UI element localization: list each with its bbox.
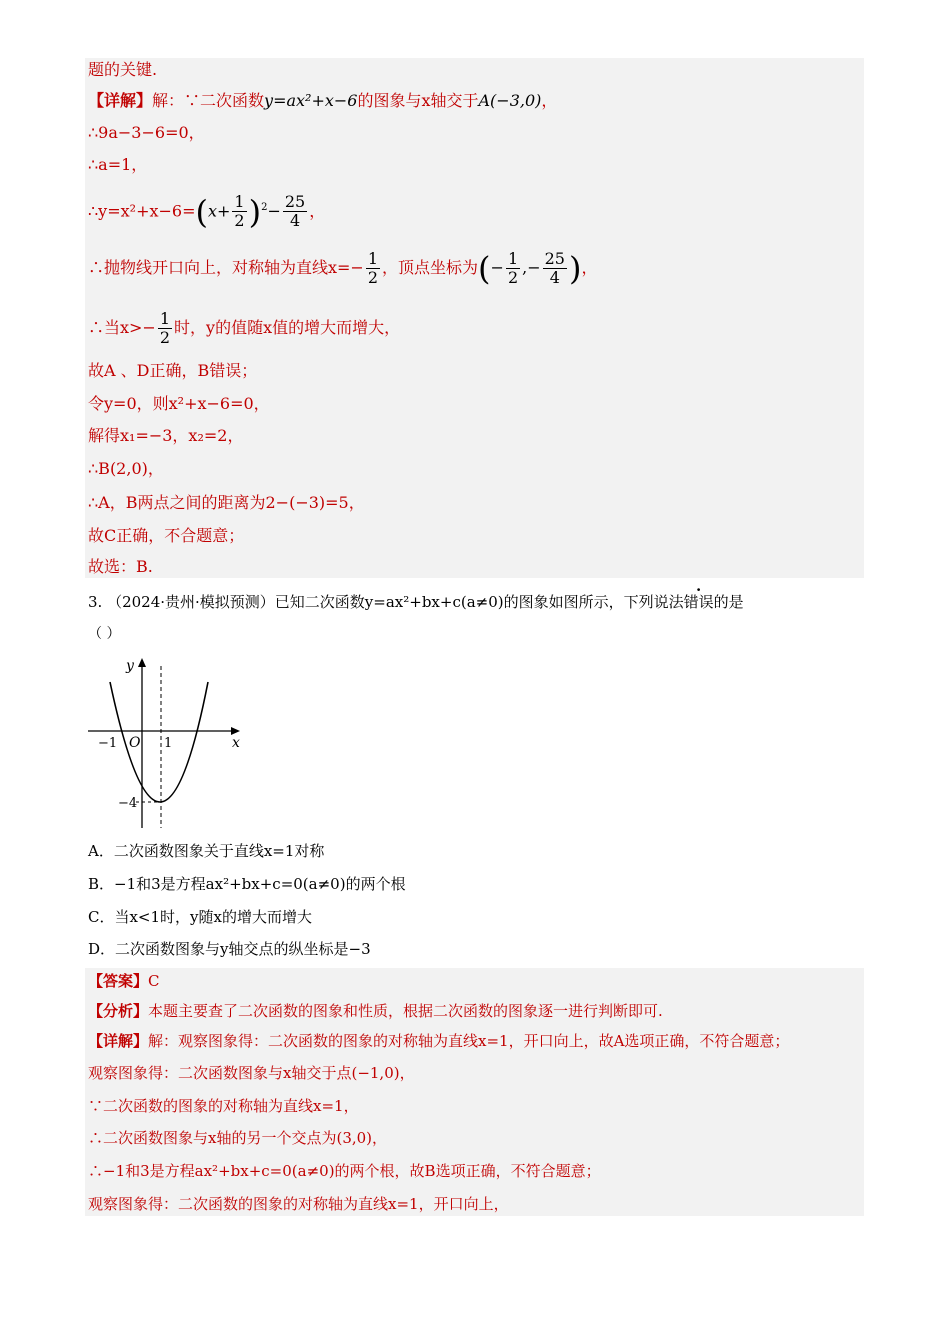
solution-line: ∴A，B两点之间的距离为2−(−3)=5， bbox=[88, 493, 365, 512]
question-text-end: 的是 bbox=[713, 593, 744, 611]
increase-suffix: 时，y的值随x值的增大而增大， bbox=[174, 318, 401, 337]
solution-line: 故A 、D正确，B错误； bbox=[88, 361, 258, 380]
solution-detail-line bbox=[88, 90, 557, 112]
axis-prefix: ∴抛物线开口向上，对称轴为直线x=− bbox=[88, 258, 364, 277]
option-a: A．二次函数图象关于直线x=1对称 bbox=[88, 842, 325, 860]
detail-line bbox=[88, 1030, 789, 1052]
emphasis-text: 错误 bbox=[683, 593, 714, 611]
question-text: 3. （2024·贵州·模拟预测）已知二次函数y=ax²+bx+c(a≠0)的图象如图所示，下列说法 bbox=[88, 593, 684, 611]
fraction-25-4: $\frac{25}{4}$ bbox=[544, 249, 565, 287]
fraction-half: $\frac{1}{2}$ bbox=[367, 249, 379, 287]
detail-line: 观察图象得：二次函数的图象的对称轴为直线x=1，开口向上， bbox=[88, 1195, 509, 1213]
question-stem bbox=[88, 591, 744, 613]
equation: y=ax²+x−6 bbox=[264, 91, 358, 110]
solution-line: 令y=0，则x²+x−6=0， bbox=[88, 394, 270, 413]
answer-value: C bbox=[148, 972, 160, 990]
fraction-half: $\frac{1}{2}$ bbox=[159, 309, 171, 347]
x-axis-arrow bbox=[231, 727, 240, 735]
answer-tag: 【答案】 bbox=[88, 972, 149, 990]
tick-neg-four: −4 bbox=[118, 796, 138, 811]
solution-line-increase bbox=[88, 306, 400, 350]
option-b: B．−1和3是方程ax²+bx+c=0(a≠0)的两个根 bbox=[88, 875, 406, 893]
answer-blank: （ ） bbox=[88, 626, 121, 642]
solution-line: 解得x₁=−3，x₂=2， bbox=[88, 426, 244, 445]
detail-line: ∴−1和3是方程ax²+bx+c=0(a≠0)的两个根，故B选项正确，不符合题意； bbox=[88, 1162, 601, 1180]
detail-mid: 的图象与x轴交于 bbox=[357, 91, 479, 110]
solution-line-completed-square: ∴y=x²+x−6=(x+ $\frac{1}{2}$ )$^2$− $\frac{25}{4}$ ， bbox=[88, 192, 326, 231]
analysis-text: 本题主要查了二次函数的图象和性质，根据二次函数的图象逐一进行判断即可. bbox=[148, 1002, 663, 1020]
solution-line: 故C正确，不合题意； bbox=[88, 526, 245, 545]
vertex-label: ，顶点坐标为 bbox=[382, 258, 479, 277]
detail-line: 观察图象得：二次函数图象与x轴交于点(−1,0)， bbox=[88, 1064, 415, 1082]
y-axis-arrow bbox=[138, 658, 146, 667]
detail-line: ∴二次函数图象与x轴的另一个交点为(3,0)， bbox=[88, 1129, 388, 1147]
x-var: x+ bbox=[207, 201, 231, 221]
fraction-half: $\frac{1}{2}$ bbox=[234, 192, 245, 231]
solution-line: ∴a=1， bbox=[88, 155, 148, 174]
x-axis-label: x bbox=[232, 735, 240, 751]
tick-neg-one: −1 bbox=[98, 736, 118, 751]
left-paren: ( bbox=[195, 192, 208, 231]
answer-line bbox=[88, 970, 160, 992]
tick-one: 1 bbox=[164, 736, 173, 751]
point-a: A(−3,0) bbox=[478, 91, 542, 110]
detail-tag: 【详解】 bbox=[88, 91, 153, 110]
solution-line: 故选：B. bbox=[88, 557, 153, 576]
detail-end: ， bbox=[541, 91, 558, 110]
origin-label: O bbox=[129, 735, 141, 751]
increase-prefix: ∴当x>− bbox=[88, 318, 156, 337]
solution-text: 题的关键. bbox=[88, 60, 158, 79]
fraction-25-4: $\frac{25}{4}$ bbox=[284, 192, 306, 231]
detail-text: 解：观察图象得：二次函数的图象的对称轴为直线x=1，开口向上，故A选项正确，不符合题意； bbox=[148, 1032, 790, 1050]
parabola-graph bbox=[88, 652, 248, 832]
option-c: C．当x<1时，y随x的增大而增大 bbox=[88, 908, 312, 926]
fraction-half: $\frac{1}{2}$ bbox=[507, 249, 519, 287]
solution-line: ∴B(2,0)， bbox=[88, 459, 164, 478]
detail-line: ∵二次函数的图象的对称轴为直线x=1， bbox=[88, 1097, 359, 1115]
detail-intro: 解：∵二次函数 bbox=[152, 91, 265, 110]
option-d: D．二次函数图象与y轴交点的纵坐标是−3 bbox=[88, 940, 371, 958]
right-paren: ) bbox=[248, 192, 262, 231]
y-axis-label: y bbox=[126, 658, 134, 674]
solution-line: ∴9a−3−6=0， bbox=[88, 123, 205, 142]
detail-tag: 【详解】 bbox=[88, 1032, 149, 1050]
solution-line-axis: ∴抛物线开口向上，对称轴为直线x=− $\frac{1}{2}$ ，顶点坐标为(− $\frac{1}{2}$ ,− $\frac{25}{4}$ )， bbox=[88, 249, 598, 288]
parabola-curve bbox=[110, 682, 208, 802]
analysis-line bbox=[88, 1000, 663, 1022]
analysis-tag: 【分析】 bbox=[88, 1002, 149, 1020]
completed-square-prefix: ∴y=x²+x−6= bbox=[88, 201, 196, 221]
